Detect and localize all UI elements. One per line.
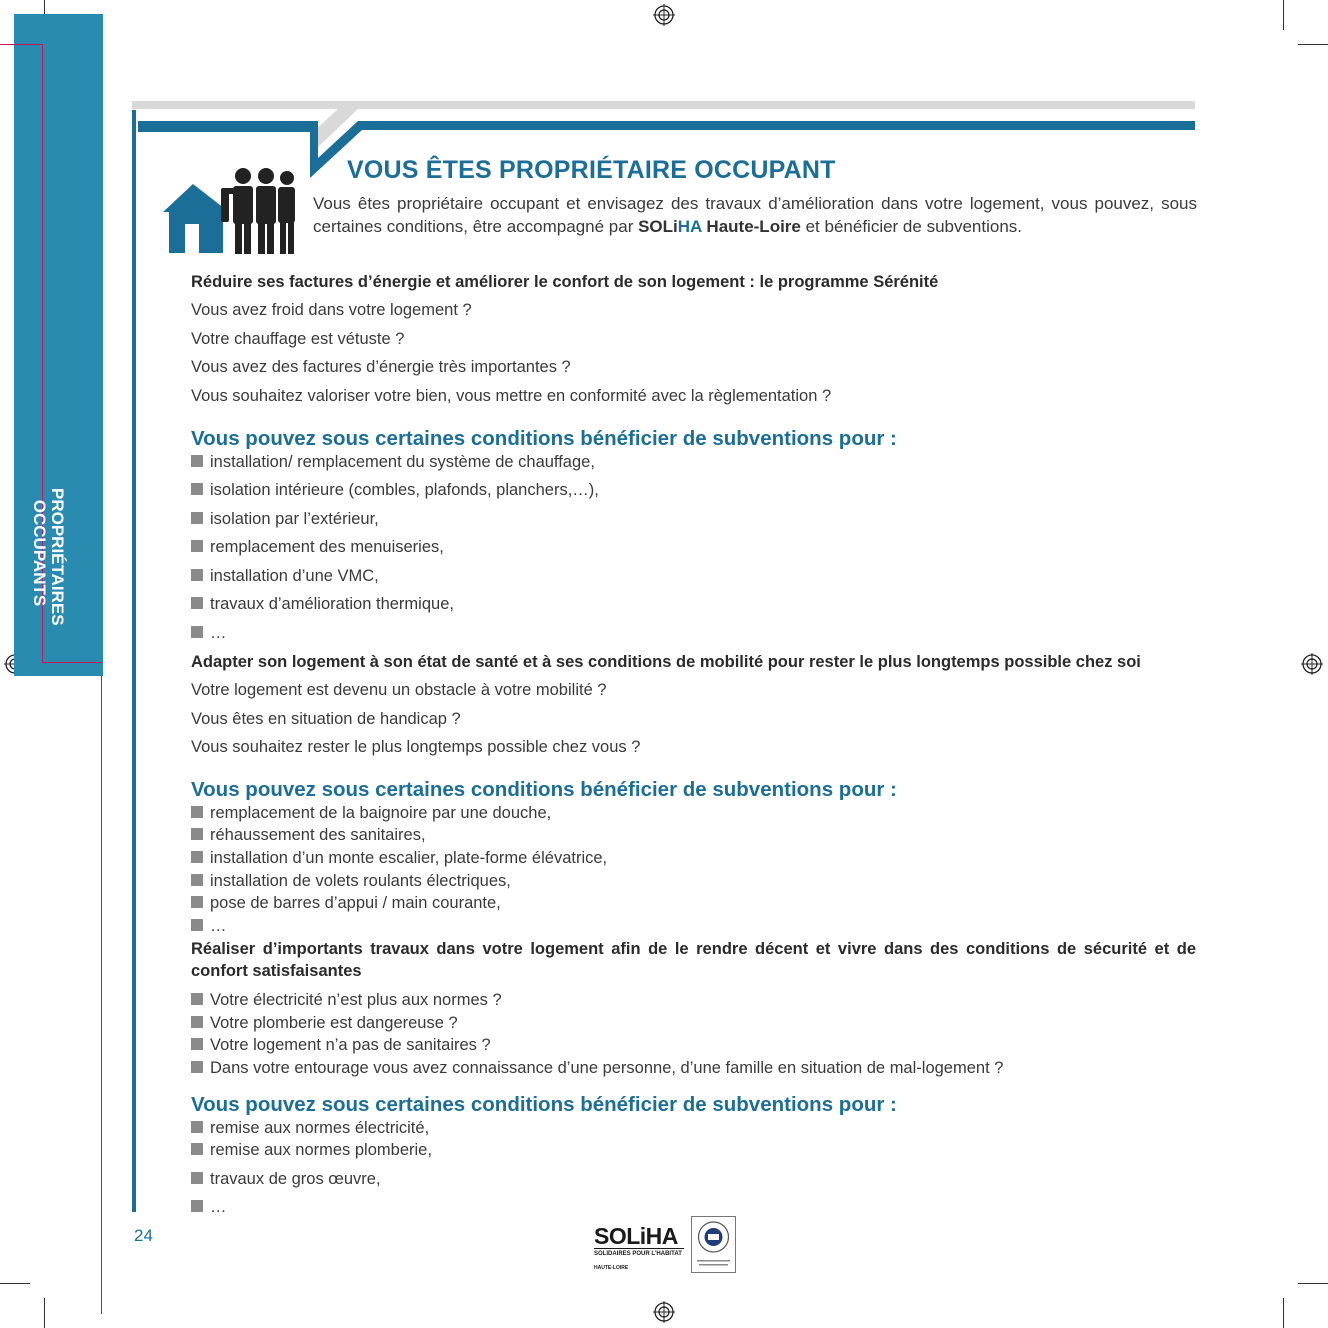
certification-seal-icon	[691, 1216, 736, 1273]
brand-name-part: HA	[677, 217, 702, 236]
intro-text-end: et bénéficier de subventions.	[800, 217, 1023, 236]
page-number: 24	[134, 1226, 153, 1245]
list-item: …	[191, 917, 227, 936]
list-item: installation d’un monte escalier, plate-forme élévatrice,	[191, 849, 607, 868]
list-item: installation/ remplacement du système de chauffage,	[191, 453, 595, 472]
bullet-square-icon	[191, 1200, 203, 1212]
section-heading-cont: confort satisfaisantes	[191, 962, 362, 980]
crop-mark	[1298, 1283, 1328, 1284]
bullet-square-icon	[191, 851, 203, 863]
soliha-logo	[594, 1224, 684, 1272]
left-rule	[132, 110, 136, 1212]
crop-mark	[1298, 44, 1328, 45]
list-item: …	[191, 624, 227, 643]
list-item: travaux de gros œuvre,	[191, 1170, 381, 1189]
question-line: Vous avez des factures d’énergie très importantes ?	[191, 358, 571, 376]
list-item: installation de volets roulants électriques,	[191, 872, 511, 891]
side-tab-line1: PROPRIÉTAIRES	[48, 488, 67, 626]
side-tab-line2: OCCUPANTS	[30, 499, 49, 607]
list-item: Votre électricité n’est plus aux normes ?	[191, 991, 502, 1010]
question-line: Votre chauffage est vétuste ?	[191, 330, 405, 348]
list-item: Votre logement n’a pas de sanitaires ?	[191, 1036, 491, 1055]
side-tab-corner	[14, 662, 103, 676]
crop-mark	[1283, 1298, 1284, 1328]
family-house-icon	[163, 166, 295, 256]
question-line: Vous êtes en situation de handicap ?	[191, 710, 461, 728]
section-heading: Adapter son logement à son état de santé et à ses conditions de mobilité pour rester le plus longtemps possible chez soi	[191, 653, 1141, 671]
list-item: remise aux normes électricité,	[191, 1119, 429, 1138]
side-tab-label	[30, 488, 86, 626]
list-item: Dans votre entourage vous avez connaissance d’une personne, d’une famille en situation de mal-logement ?	[191, 1059, 1003, 1078]
crop-mark	[0, 1283, 30, 1284]
logo-tagline: SOLIDAIRES POUR L'HABITAT	[594, 1248, 684, 1258]
logo-region: HAUTE-LOIRE	[594, 1265, 629, 1271]
registration-mark-icon	[1301, 653, 1323, 675]
intro-paragraph	[313, 192, 1197, 238]
list-item: travaux d’amélioration thermique,	[191, 595, 454, 614]
logo-wordmark: SOLiHA	[594, 1223, 678, 1249]
bullet-square-icon	[191, 919, 203, 931]
trim-line	[0, 44, 42, 45]
list-item: installation d’une VMC,	[191, 567, 379, 586]
bullet-square-icon	[191, 597, 203, 609]
section-heading: Réaliser d’importants travaux dans votre logement afin de le rendre décent et vivre dans des conditions de sécurité et de	[191, 940, 1196, 958]
bullet-square-icon	[191, 512, 203, 524]
question-line: Vous souhaitez rester le plus longtemps possible chez vous ?	[191, 738, 641, 756]
bullet-square-icon	[191, 828, 203, 840]
bullet-square-icon	[191, 806, 203, 818]
section-heading: Réduire ses factures d’énergie et améliorer le confort de son logement : le programme Sérénité	[191, 273, 939, 291]
bullet-square-icon	[191, 1016, 203, 1028]
page-title: VOUS ÊTES PROPRIÉTAIRE OCCUPANT	[347, 156, 836, 184]
list-item: remplacement des menuiseries,	[191, 538, 444, 557]
brand-region: Haute-Loire	[701, 217, 801, 236]
registration-mark-icon	[653, 4, 675, 26]
crop-mark	[44, 1298, 45, 1328]
bullet-square-icon	[191, 455, 203, 467]
bullet-square-icon	[191, 569, 203, 581]
question-line: Vous souhaitez valoriser votre bien, vous mettre en conformité avec la règlementation ?	[191, 387, 832, 405]
bullet-square-icon	[191, 540, 203, 552]
list-item: remplacement de la baignoire par une douche,	[191, 804, 551, 823]
bullet-square-icon	[191, 1121, 203, 1133]
bullet-square-icon	[191, 1143, 203, 1155]
list-item: pose de barres d’appui / main courante,	[191, 894, 501, 913]
trim-line	[101, 676, 102, 1314]
list-item: réhaussement des sanitaires,	[191, 826, 426, 845]
question-line: Votre logement est devenu un obstacle à votre mobilité ?	[191, 681, 607, 699]
list-item: …	[191, 1198, 227, 1217]
subsidy-header: Vous pouvez sous certaines conditions bénéficier de subventions pour :	[191, 778, 897, 801]
list-item: isolation intérieure (combles, plafonds, planchers,…),	[191, 481, 599, 500]
question-line: Vous avez froid dans votre logement ?	[191, 301, 472, 319]
bullet-square-icon	[191, 896, 203, 908]
bullet-square-icon	[191, 1061, 203, 1073]
brand-name-part: SOLi	[638, 217, 678, 236]
trim-line	[42, 662, 102, 663]
list-item: remise aux normes plomberie,	[191, 1141, 432, 1160]
list-item: isolation par l’extérieur,	[191, 510, 379, 529]
bullet-square-icon	[191, 874, 203, 886]
bullet-square-icon	[191, 993, 203, 1005]
bullet-square-icon	[191, 1038, 203, 1050]
list-item: Votre plomberie est dangereuse ?	[191, 1014, 458, 1033]
bullet-square-icon	[191, 483, 203, 495]
intro-text: Vous êtes propriétaire occupant et envisagez des travaux d’amélioration dans votre logement, vous pouvez, sous certaines conditions, être accompagné par	[313, 194, 1197, 236]
bullet-square-icon	[191, 1172, 203, 1184]
subsidy-header: Vous pouvez sous certaines conditions bénéficier de subventions pour :	[191, 1093, 897, 1116]
crop-mark	[1283, 0, 1284, 30]
bullet-square-icon	[191, 626, 203, 638]
subsidy-header: Vous pouvez sous certaines conditions bénéficier de subventions pour :	[191, 427, 897, 450]
registration-mark-icon	[653, 1301, 675, 1323]
